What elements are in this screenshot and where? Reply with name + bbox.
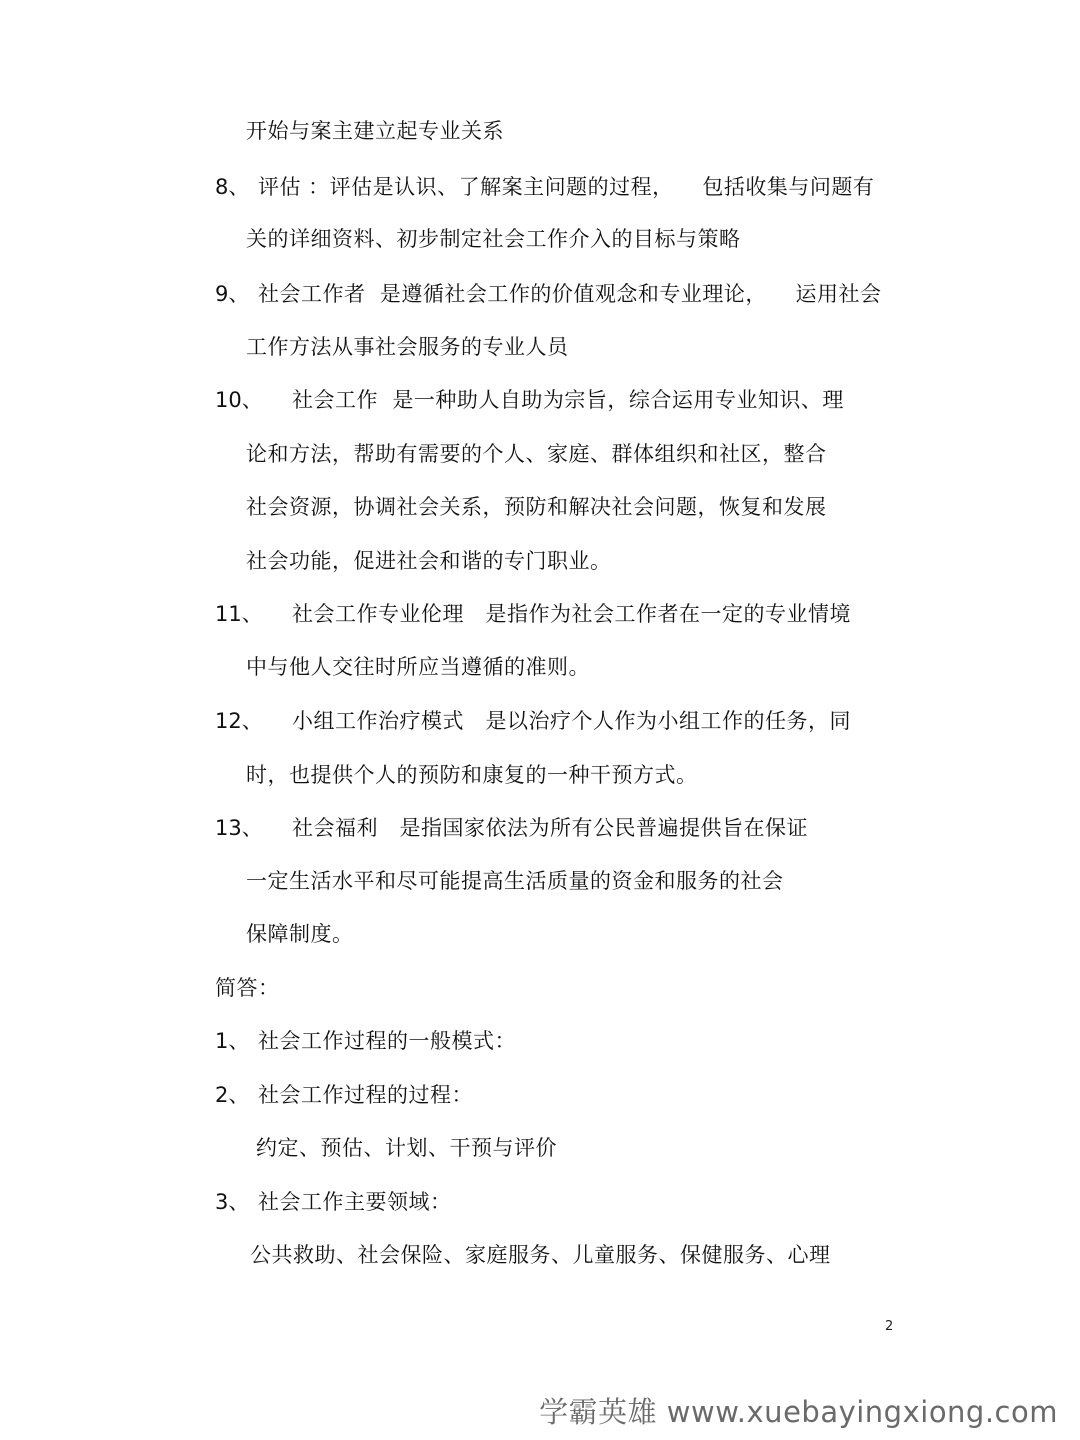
item-number: 2、 xyxy=(215,1083,250,1107)
item-number: 1、 xyxy=(215,1029,250,1053)
item-number: 11、 xyxy=(215,602,263,626)
text-line: 保障制度。 xyxy=(246,922,354,946)
text-line: 约定、预估、计划、干预与评价 xyxy=(256,1136,557,1160)
text-line: 社会工作者 是遵循社会工作的价值观念和专业理论， 运用社会 xyxy=(258,282,882,306)
item-number: 12、 xyxy=(215,709,263,733)
text-line: 关的详细资料、初步制定社会工作介入的目标与策略 xyxy=(246,227,741,251)
text-line: 小组工作治疗模式 是以治疗个人作为小组工作的任务，同 xyxy=(292,709,852,733)
text-line: 评估 ：评估是认识、了解案主问题的过程， 包括收集与问题有 xyxy=(258,175,875,199)
text-line: 社会资源，协调社会关系，预防和解决社会问题，恢复和发展 xyxy=(246,495,827,519)
text-line: 社会工作 是一种助人自助为宗旨，综合运用专业知识、理 xyxy=(292,388,844,412)
text-line: 公共救助、社会保险、家庭服务、儿童服务、保健服务、心理 xyxy=(250,1243,831,1267)
text-line: 工作方法从事社会服务的专业人员 xyxy=(246,335,569,359)
text-line: 中与他人交往时所应当遵循的准则。 xyxy=(246,655,590,679)
watermark: 学霸英雄 www.xuebayingxiong.com xyxy=(539,1395,1058,1429)
item-number: 13、 xyxy=(215,816,263,840)
text-line: 社会功能，促进社会和谐的专门职业。 xyxy=(246,549,612,573)
item-number: 10、 xyxy=(215,388,263,412)
section-heading: 简答： xyxy=(215,976,280,1000)
page-number: 2 xyxy=(885,1319,894,1334)
item-number: 9、 xyxy=(215,282,250,306)
text-line: 社会工作过程的过程： xyxy=(258,1083,473,1107)
item-number: 3、 xyxy=(215,1190,250,1214)
text-line: 论和方法，帮助有需要的个人、家庭、群体组织和社区，整合 xyxy=(246,442,827,466)
text-line: 社会工作专业伦理 是指作为社会工作者在一定的专业情境 xyxy=(292,602,852,626)
text-line: 一定生活水平和尽可能提高生活质量的资金和服务的社会 xyxy=(246,869,784,893)
text-line: 开始与案主建立起专业关系 xyxy=(246,119,504,143)
text-line: 社会工作主要领域： xyxy=(258,1190,452,1214)
item-number: 8、 xyxy=(215,175,250,199)
text-line: 社会工作过程的一般模式： xyxy=(258,1029,516,1053)
text-line: 时，也提供个人的预防和康复的一种干预方式。 xyxy=(246,763,698,787)
text-line: 社会福利 是指国家依法为所有公民普遍提供旨在保证 xyxy=(292,816,809,840)
